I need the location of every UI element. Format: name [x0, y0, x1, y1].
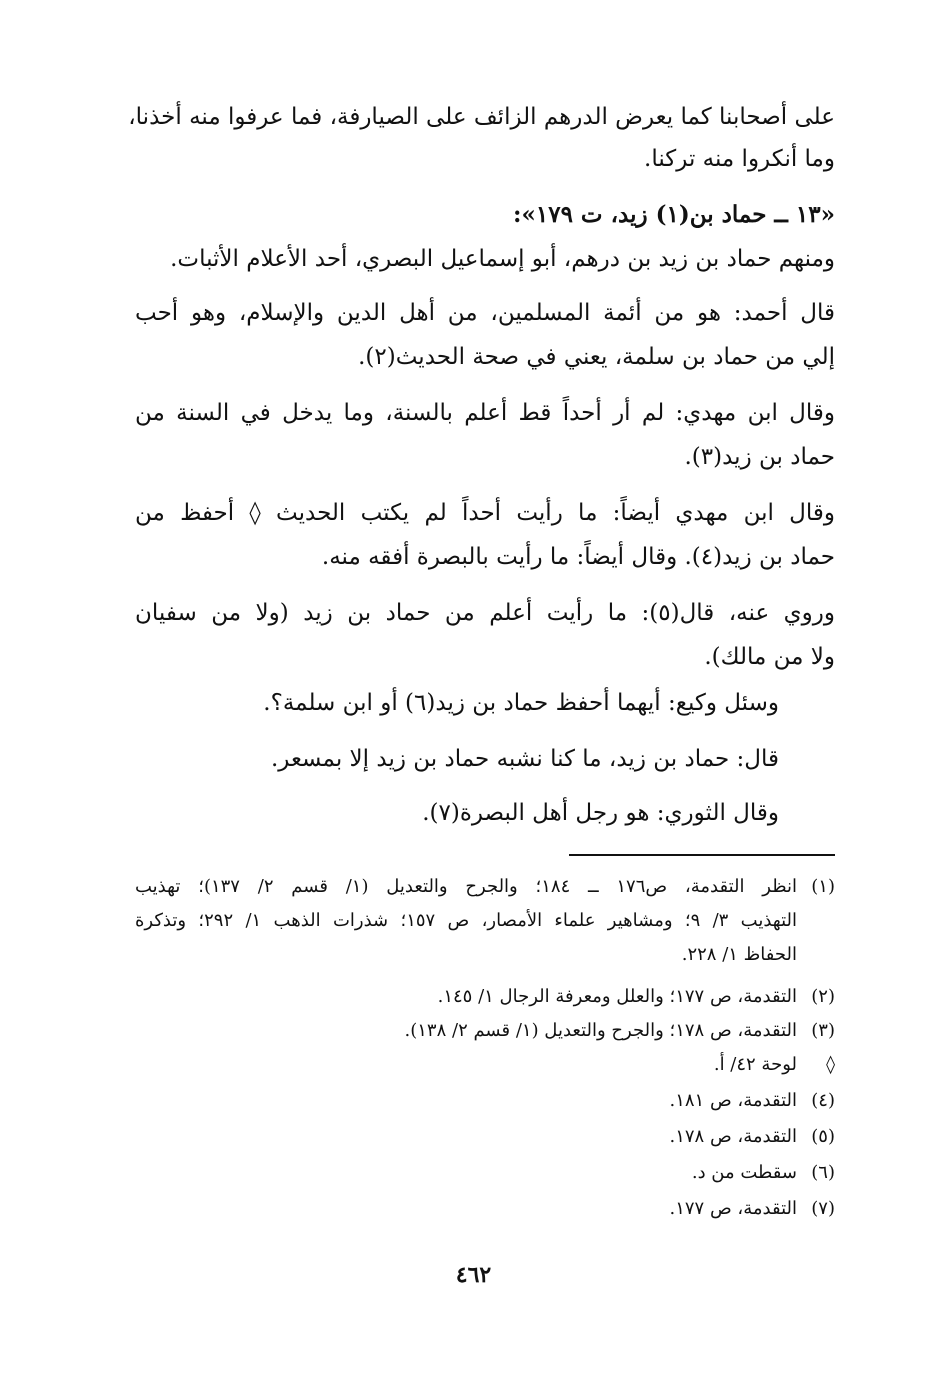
- body-line: وقال الثوري: هو رجل أهل البصرة(٧).: [422, 800, 779, 826]
- footnote-text: التقدمة، ص ١٧٧؛ والعلل ومعرفة الرجال ١/ ١٤٥.: [437, 986, 797, 1007]
- body-line: وقال ابن مهدي: لم أر أحداً قط أعلم بالسنة، وما يدخل في السنة من: [135, 400, 835, 426]
- footnote-text: سقطت من د.: [691, 1162, 797, 1183]
- footnote: [135, 982, 835, 1012]
- footnote-text: انظر التقدمة، ص١٧٦ ــ ١٨٤؛ والجرح والتعديل (١/ قسم ٢/ ١٣٧)؛ تهذيب: [135, 876, 797, 897]
- body-line: ولا من مالك).: [704, 644, 835, 670]
- body-line: وروي عنه، قال(٥): ما رأيت أعلم من حماد بن زيد (ولا من سفيان: [135, 600, 835, 626]
- body-line: وقال ابن مهدي أيضاً: ما رأيت أحداً لم يكتب الحديث ◊ أحفظ من: [135, 500, 835, 526]
- footnote: [135, 1122, 835, 1152]
- footnote-number: (١): [811, 876, 835, 897]
- body-line: قال: حماد بن زيد، ما كنا نشبه حماد بن زيد إلا بمسعر.: [270, 746, 779, 772]
- footnote-number: (٦): [811, 1162, 835, 1183]
- section-heading: «١٣ ــ حماد بن(١) زيد، ت ١٧٩»:: [512, 201, 835, 228]
- footnote: [135, 872, 835, 902]
- body-line: ومنهم حماد بن زيد بن درهم، أبو إسماعيل البصري، أحد الأعلام الأثبات.: [170, 246, 835, 272]
- body-line: حماد بن زيد(٤). وقال أيضاً: ما رأيت بالبصرة أفقه منه.: [321, 544, 835, 570]
- footnote: [135, 1086, 835, 1116]
- body-line: وما أنكروا منه تركنا.: [644, 146, 835, 172]
- footnote-number: (٤): [811, 1090, 835, 1111]
- body-line: على أصحابنا كما يعرض الدرهم الزائف على الصيارفة، فما عرفوا منه أخذنا،: [128, 104, 835, 130]
- footnote-text: التقدمة، ص ١٨١.: [669, 1090, 797, 1111]
- footnote-number: (٥): [811, 1126, 835, 1147]
- footnote-continuation: التهذيب ٣/ ٩؛ ومشاهير علماء الأمصار، ص ١٥٧؛ شذرات الذهب ١/ ٢٩٢؛ وتذكرة: [135, 910, 797, 931]
- footnote-text: التقدمة، ص ١٧٨.: [669, 1126, 797, 1147]
- footnote: [135, 1194, 835, 1224]
- footnote-number: (٣): [811, 1020, 835, 1041]
- footnote-text: التقدمة، ص ١٧٨؛ والجرح والتعديل (١/ قسم ٢/ ١٣٨).: [404, 1020, 797, 1041]
- body-line: حماد بن زيد(٣).: [684, 444, 835, 470]
- footnote-marker-icon: ◊: [826, 1054, 835, 1075]
- body-line: إلي من حماد بن سلمة، يعني في صحة الحديث(٢).: [358, 344, 835, 370]
- footnote-continuation: الحفاظ ١/ ٢٢٨.: [681, 944, 797, 965]
- footnote: [135, 1158, 835, 1188]
- footnote-text: لوحة ٤٢/ أ.: [713, 1054, 797, 1075]
- footnote-number: (٧): [811, 1198, 835, 1219]
- footnote-divider: [569, 854, 835, 856]
- footnote-text: التقدمة، ص ١٧٧.: [669, 1198, 797, 1219]
- footnote-number: (٢): [811, 986, 835, 1007]
- footnote: [135, 1050, 835, 1080]
- body-line: وسئل وكيع: أيهما أحفظ حماد بن زيد(٦) أو ابن سلمة؟.: [263, 690, 779, 716]
- footnote: [135, 1016, 835, 1046]
- page-number: ٤٦٢: [455, 1262, 492, 1288]
- body-line: قال أحمد: هو من أئمة المسلمين، من أهل الدين والإسلام، وهو أحب: [135, 300, 835, 326]
